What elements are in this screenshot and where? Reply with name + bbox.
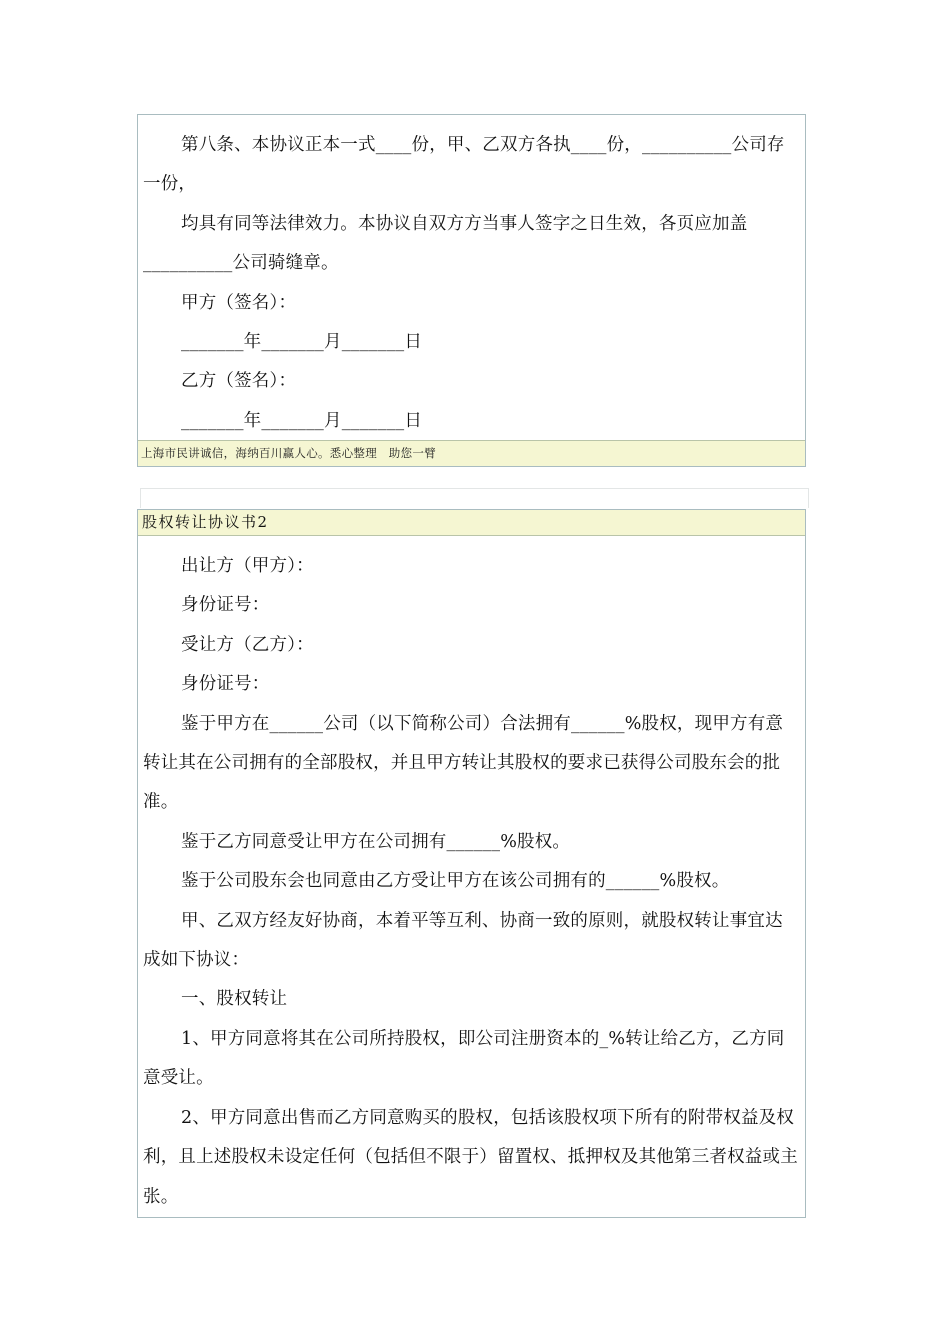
party-a-signature-line: 甲方（签名）： [181,292,297,313]
paragraph: 1、甲方同意将其在公司所持股权，即公司注册资本的_%转让给乙方，乙方同意受让。 [143,1028,785,1089]
party-b-signature-line: 乙方（签名）： [181,371,297,392]
paragraph: 受让方（乙方）： [181,634,314,655]
paragraph: 出让方（甲方）： [181,556,314,576]
paragraph: 鉴于公司股东会也同意由乙方受让甲方在该公司拥有的______%股权。 [181,871,730,892]
section-footer: 上海市民讲诚信，海纳百川赢人心。悉心整理 助您一臂 [138,440,805,466]
paragraph: 2、甲方同意出售而乙方同意购买的股权，包括该股权项下所有的附带权益及权利，且上述股权未设定任何（包括但不限于）留置权、抵押权及其他第三者权益或主张。 [143,1107,798,1207]
document-section-2 [137,509,806,1218]
date-line: _______年_______月_______日 [181,410,423,431]
paragraph: 甲、乙双方经友好协商，本着平等互利、协商一致的原则，就股权转让事宜达成如下协议： [143,910,783,971]
paragraph: 鉴于甲方在______公司（以下简称公司）合法拥有______%股权，现甲方有意转让其在公司拥有的全部股权，并且甲方转让其股权的要求已获得公司股东会的批准。 [143,713,784,813]
paragraph: 鉴于乙方同意受让甲方在公司拥有______%股权。 [181,831,571,852]
paragraph: 第八条、本协议正本一式____份，甲、乙双方各执____份，__________公司存一份， [143,135,785,195]
divider [140,488,809,508]
date-line: _______年_______月_______日 [181,332,423,353]
paragraph: 身份证号： [181,674,270,695]
paragraph: 均具有同等法律效力。本协议自双方方当事人签字之日生效，各页应加盖__________公司骑缝章。 [143,213,748,274]
section-2-body [138,536,805,1217]
document-section-1 [137,114,806,467]
paragraph: 身份证号： [181,595,270,616]
section-title: 股权转让协议书2 [138,510,805,536]
section-1-body [138,115,805,441]
section-heading: 一、股权转让 [181,989,288,1010]
